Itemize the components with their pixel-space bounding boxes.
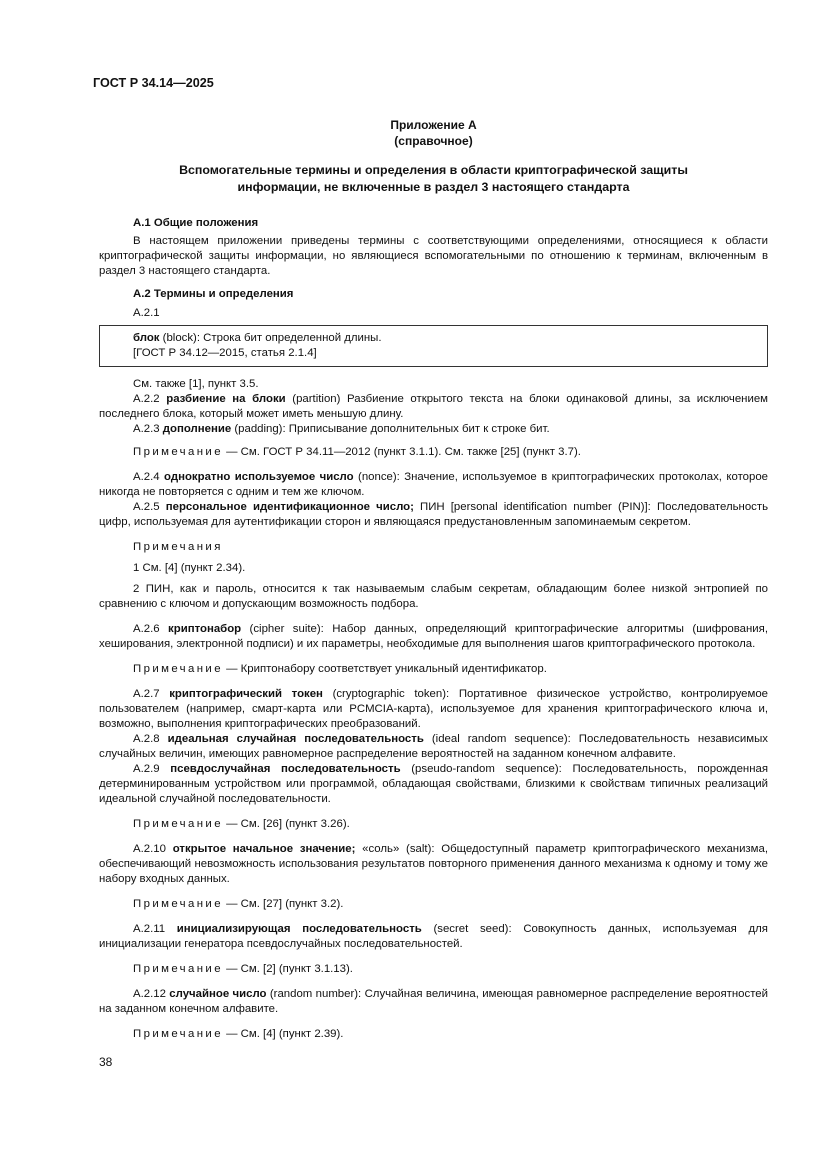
- main-title-line-1: Вспомогательные термины и определения в области криптографической защиты: [179, 163, 688, 177]
- term-definition: (cryptographic token): Портативное физическое устройство, контролируемое пользователем (например, смарт-карта или PCMCIA-карта), используемое для хранения криптографического ключа и, возможно, выполнения криптографических преобразований.: [99, 688, 768, 730]
- term-a26: [99, 622, 768, 652]
- note-text: — См. [26] (пункт 3.26).: [222, 818, 350, 830]
- note-a211: [99, 962, 768, 977]
- term-number-a21: А.2.1: [133, 307, 160, 319]
- term-name: идеальная случайная последовательность: [167, 733, 424, 745]
- term-name: псевдослучайная последовательность: [170, 763, 401, 775]
- term-name: разбиение на блоки: [166, 393, 286, 405]
- term-name: случайное число: [169, 988, 267, 1000]
- term-definition: (pseudo-random sequence): Последовательность, порожденная детерминированным устройством или программой, обладающая свойствами, близкими к свойствам типичных реализаций идеальной случайной последовательности.: [99, 763, 768, 805]
- term-definition: ПИН [personal identification number (PIN)]: Последовательность цифр, используемая для аутентификации сторон и являющаяся предустановленным запоминаемым секретом.: [99, 501, 769, 528]
- section-heading-a2: А.2 Термины и определения: [133, 288, 294, 300]
- note-text: — См. [27] (пункт 3.2).: [222, 898, 344, 910]
- term-name: инициализирующая последовательность: [176, 923, 422, 935]
- term-name: открытое начальное значение;: [172, 843, 356, 855]
- note-a29: [99, 817, 768, 832]
- term-number: А.2.7: [133, 688, 170, 700]
- term-a25: [99, 500, 768, 530]
- note-label: Примечание: [133, 446, 223, 458]
- term-name: криптонабор: [168, 623, 242, 635]
- note-text: — См. ГОСТ Р 34.11—2012 (пункт 3.1.1). См. также [25] (пункт 3.7).: [222, 446, 581, 458]
- term-a22: [99, 392, 768, 422]
- note-label: Примечание: [133, 663, 223, 675]
- note-label: Примечание: [133, 818, 223, 830]
- term-number: А.2.8: [133, 733, 168, 745]
- notes-a25-label: [99, 540, 768, 555]
- annex-title: Приложение А: [390, 118, 477, 132]
- document-id: ГОСТ Р 34.14—2025: [93, 76, 214, 90]
- term-number: А.2.12: [133, 988, 170, 1000]
- term-a211: [99, 922, 768, 952]
- note-a210: [99, 897, 768, 912]
- term-a24: [99, 470, 768, 500]
- note-label: Примечание: [133, 898, 223, 910]
- term-a23: [99, 422, 768, 437]
- term-name: криптографический токен: [169, 688, 323, 700]
- main-title: [99, 162, 768, 196]
- term-name: дополнение: [162, 423, 232, 435]
- term-definition: (padding): Приписывание дополнительных бит к строке бит.: [231, 423, 550, 435]
- note-a25-item-1: 1 См. [4] (пункт 2.34).: [133, 562, 246, 574]
- see-also: См. также [1], пункт 3.5.: [133, 378, 259, 390]
- term-number: А.2.10: [133, 843, 173, 855]
- box-definition: [133, 331, 759, 346]
- main-title-line-2: информации, не включенные в раздел 3 настоящего стандарта: [237, 180, 630, 194]
- section-heading-a1: А.1 Общие положения: [133, 217, 259, 229]
- term-number: А.2.9: [133, 763, 171, 775]
- term-definition: (cipher suite): Набор данных, определяющий криптографические алгоритмы (шифрования, хеширования, электронной подписи) и их параметры, необходимые для выполнения шагов криптографического протокола.: [99, 623, 768, 650]
- page-number: 38: [99, 1055, 113, 1069]
- term-definition: (ideal random sequence): Последовательность независимых случайных величин, имеющих равномерное распределение вероятностей на заданном конечном алфавите.: [99, 733, 768, 760]
- term-number: А.2.4: [133, 471, 165, 483]
- note-a23: [99, 445, 768, 460]
- term-a27: [99, 687, 768, 732]
- note-text: — См. [2] (пункт 3.1.13).: [222, 963, 353, 975]
- term-number: А.2.2: [133, 393, 167, 405]
- term-name: однократно используемое число: [164, 471, 354, 483]
- note-a26: [99, 662, 768, 677]
- note-label: Примечание: [133, 963, 223, 975]
- note-text: — Криптонабору соответствует уникальный идентификатор.: [222, 663, 547, 675]
- note-a25-item-2: 2 ПИН, как и пароль, относится к так называемым слабым секретам, обладающим более низкой энтропией по сравнению с ключом и допускающим возможность подбора.: [99, 583, 768, 610]
- box-term: блок: [133, 332, 160, 344]
- term-name: персональное идентификационное число;: [165, 501, 414, 513]
- term-number: А.2.3: [133, 423, 163, 435]
- term-a210: [99, 842, 768, 887]
- term-definition: (secret seed): Совокупность данных, используемая для инициализации генератора псевдослучайных последовательностей.: [99, 923, 768, 950]
- term-definition: «соль» (salt): Общедоступный параметр криптографического механизма, обеспечивающий невозможность использования результатов повторного применения данного механизма к одному и тому же набору входных данных.: [99, 843, 768, 885]
- term-number: А.2.5: [133, 501, 166, 513]
- content: [99, 117, 768, 1042]
- note-label: Примечание: [133, 1028, 223, 1040]
- term-number: А.2.6: [133, 623, 169, 635]
- term-a28: [99, 732, 768, 762]
- annex-subtitle: (справочное): [394, 134, 473, 148]
- term-definition-box: [99, 325, 768, 367]
- note-text: — См. [4] (пункт 2.39).: [222, 1028, 344, 1040]
- term-definition: (random number): Случайная величина, имеющая равномерное распределение вероятностей на заданном конечном алфавите.: [99, 988, 768, 1015]
- term-a212: [99, 987, 768, 1017]
- term-a29: [99, 762, 768, 807]
- term-definition: (partition) Разбиение открытого текста на блоки одинаковой длины, за исключением последнего блока, который может иметь меньшую длину.: [99, 393, 768, 420]
- box-reference: [ГОСТ Р 34.12—2015, статья 2.1.4]: [133, 347, 317, 359]
- box-definition-rest: (block): Строка бит определенной длины.: [159, 332, 382, 344]
- term-number: А.2.11: [133, 923, 177, 935]
- note-a212: [99, 1027, 768, 1042]
- term-definition: (nonce): Значение, используемое в криптографических протоколах, которое никогда не повторяется с одним и тем же ключом.: [99, 471, 768, 498]
- section-a1-text: В настоящем приложении приведены термины с соответствующими определениями, относящиеся к области криптографической защиты информации, но являющиеся вспомогательными по отношению к терминам, включенным в раздел 3 настоящего стандарта.: [99, 235, 768, 277]
- note-label: Примечания: [133, 541, 223, 553]
